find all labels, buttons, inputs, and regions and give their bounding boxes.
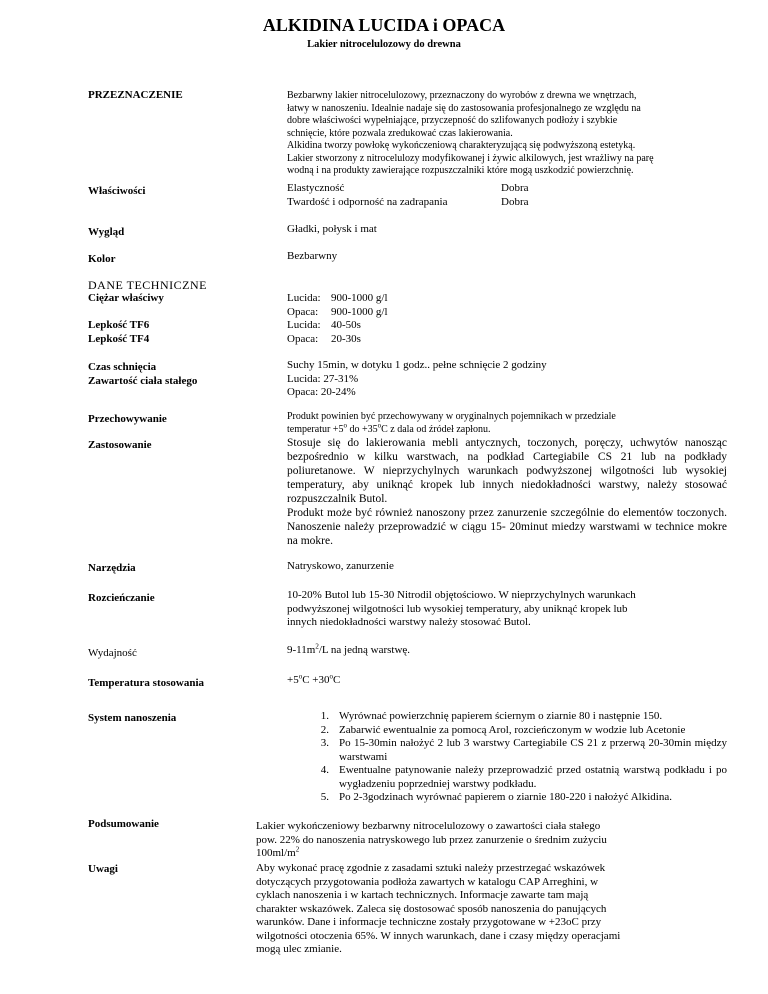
property-name: Twardość i odporność na zadrapania (287, 195, 448, 208)
property-row (287, 196, 727, 210)
text-line: dotyczących przygotowania podłoża zawartych w katalogu CAP Arreghini, w (256, 875, 599, 888)
value-czas (287, 359, 727, 400)
value-narzedzia: Natryskowo, zanurzenie (287, 560, 394, 572)
spec-value: 900-1000 g/l (331, 305, 388, 318)
spec-key: Lucida: (287, 292, 321, 304)
text-fragment: +5 (287, 674, 299, 686)
text-line: Produkt powinien być przechowywany w oryginalnych pojemnikach w przedziale (287, 411, 616, 422)
label-ciezar: Ciężar właściwy (88, 292, 164, 304)
text-line: pow. 22% do nanoszenia natryskowego lub przez zanurzenie o średnim zużyciu (256, 833, 607, 846)
spec-key: Opaca: (287, 332, 319, 345)
degree-sign: o (298, 672, 303, 681)
value-uwagi (256, 862, 728, 957)
degree-sign: o (377, 421, 382, 430)
text-line: dobre właściwości wypełniające, przyczepność do szlifowanych podłoży i szybkie (287, 115, 618, 126)
text-fragment: C +30 (302, 674, 330, 686)
spec-key: Lucida: (287, 319, 321, 331)
text-line: cyklach nanoszenia i w kartach technicznych. Informacje zawarte tam mają (256, 889, 589, 901)
list-item (287, 710, 727, 724)
superscript: 2 (315, 642, 319, 651)
step-text: Ewentualne patynowanie należy przeprowadzić przed ostatnią warstwą podkładu i po wygładzeniu poprzedniej warstwy podkładu. (339, 764, 727, 790)
document-title: ALKIDINA LUCIDA i OPACA (262, 15, 506, 35)
text-line: łatwy w nanoszeniu. Idealnie nadaje się do zastosowania profesjonalnego ze względu na (287, 102, 641, 114)
text-line: Aby wykonać pracę zgodnie z zasadami sztuki należy przestrzegać wskazówek (256, 862, 606, 874)
label-zastosowanie: Zastosowanie (88, 439, 152, 451)
text-line: Suchy 15min, w dotyku 1 godz.. pełne schnięcie 2 godziny (287, 359, 547, 371)
label-uwagi: Uwagi (88, 863, 118, 875)
list-item (287, 737, 727, 764)
list-item (287, 764, 727, 791)
superscript: 2 (295, 845, 300, 854)
value-rozcienczanie (287, 589, 727, 630)
label-wlasciwosci: Właściwości (88, 185, 146, 197)
label-czas-schniecia: Czas schnięcia (88, 361, 157, 373)
value-wydajnosc (287, 644, 727, 658)
spec-key: Opaca: (287, 305, 319, 318)
text-line: wodną i na produkty zawierające rozpuszczalniki które mogą uszkodzić powierzchnię. (287, 165, 634, 176)
text-fragment: C z dala od źródeł zapłonu. (381, 423, 491, 435)
property-row (287, 182, 727, 196)
label-zawartosc: Zawartość ciała stałego (88, 375, 198, 387)
value-temperatura (287, 674, 727, 688)
value-przechowywanie (287, 411, 727, 436)
text-fragment: do +35 (346, 423, 378, 435)
step-number: 3. (320, 737, 329, 749)
text-line: wilgotności otoczenia 65%. W innych warunkach, dane i czasy między operacjami (256, 929, 621, 942)
label-przeznaczenie: PRZEZNACZENIE (88, 89, 183, 101)
step-number: 5. (320, 791, 329, 803)
label-lepkosc-tf4: Lepkość TF4 (88, 333, 150, 345)
step-text: Po 15-30min nałożyć 2 lub 3 warstwy Cartegiabile CS 21 z przerwą 20-30min między warstwami (339, 737, 727, 763)
text-line: schnięcie, które pozwala zredukować czas lakierowania. (287, 127, 513, 139)
text-line (287, 421, 727, 437)
document-subtitle: Lakier nitrocelulozowy do drewna (307, 39, 461, 50)
label-temperatura: Temperatura stosowania (88, 677, 205, 689)
text-line: Lakier wykończeniowy bezbarwny nitrocelulozowy o zawartości ciała stałego (256, 820, 601, 832)
text-line: Bezbarwny lakier nitrocelulozowy, przeznaczony do wyrobów z drewna we wnętrzach, (287, 90, 637, 101)
spec-row (287, 333, 727, 347)
value-wyglad: Gładki, połysk i mat (287, 223, 377, 235)
spec-row (287, 292, 727, 306)
text-line: Opaca: 20-24% (287, 386, 356, 398)
value-przeznaczenie (287, 90, 727, 178)
label-wydajnosc: Wydajność (88, 647, 137, 659)
text-line: Alkidina tworzy powłokę wykończeniową charakteryzującą się podwyższoną estetyką. (287, 140, 636, 151)
text-fragment: temperatur +5 (287, 423, 344, 435)
spec-value: 20-30s (331, 332, 361, 345)
step-number: 2. (320, 723, 329, 736)
paragraph: Produkt może być również nanoszony przez zanurzenie szczególnie do elementów toczonych. Nanoszenie należy przeprowadzić w ciągu 15- 20minut miedzy warstwami w technice mokre na mokre. (287, 507, 727, 547)
step-text: Wyrównać powierzchnię papierem ściernym o ziarnie 80 i następnie 150. (339, 710, 663, 722)
label-wyglad: Wygląd (88, 226, 125, 238)
step-number: 1. (320, 710, 329, 722)
text-fragment: /L na jedną warstwę. (318, 644, 411, 656)
value-zastosowanie (287, 436, 727, 548)
degree-sign: o (343, 421, 347, 430)
text-line: 10-20% Butol lub 15-30 Nitrodil objętościowo. W nieprzychylnych warunkach (287, 589, 636, 601)
label-narzedzia: Narzędzia (88, 562, 136, 574)
spec-value: 900-1000 g/l (331, 292, 388, 304)
degree-sign: o (329, 672, 334, 681)
text-fragment: 9-11m (287, 644, 316, 656)
property-name: Elastyczność (287, 182, 345, 194)
label-rozcienczanie: Rozcieńczanie (88, 592, 155, 604)
text-fragment: C (333, 674, 341, 686)
steps-list (287, 710, 727, 805)
list-item (287, 791, 727, 805)
property-value: Dobra (501, 195, 529, 208)
label-przechowywanie: Przechowywanie (88, 413, 167, 425)
text-line: Lakier stworzony z nitrocelulozy modyfikowanej i żywic alkilowych, jest wrażliwy na parę (287, 152, 654, 164)
value-specs (287, 292, 727, 346)
label-system-nanoszenia: System nanoszenia (88, 712, 177, 724)
text-line: warunków. Dane i informacje techniczne zostały przygotowane w +23oC przy (256, 916, 602, 928)
label-podsumowanie: Podsumowanie (88, 818, 159, 830)
list-item (287, 724, 727, 738)
property-value: Dobra (501, 182, 529, 194)
text-line: innych niedokładności warstwy należy stosować Butol. (287, 616, 531, 628)
text-line: mogą ulec zmianie. (256, 943, 342, 955)
step-text: Zabarwić ewentualnie za pomocą Arol, rozcieńczonym w wodzie lub Acetonie (339, 723, 686, 736)
value-system-nanoszenia (287, 710, 727, 805)
spec-value: 40-50s (331, 319, 361, 331)
text-fragment: 100ml/m (256, 847, 296, 859)
label-lepkosc-tf6: Lepkość TF6 (88, 319, 150, 331)
value-wlasciwosci (287, 182, 727, 209)
spec-row (287, 306, 727, 320)
value-podsumowanie (256, 820, 728, 861)
value-kolor: Bezbarwny (287, 250, 338, 262)
section-heading-dane-techniczne: DANE TECHNICZNE (88, 278, 207, 292)
text-line: podwyższonej wilgotności lub wysokiej temperatury, aby uniknąć kropek lub (287, 602, 628, 615)
text-line: Lucida: 27-31% (287, 372, 359, 385)
step-number: 4. (320, 764, 329, 776)
label-kolor: Kolor (88, 253, 116, 265)
text-line (256, 847, 728, 861)
paragraph: Stosuje się do lakierowania mebli antycznych, toczonych, poręczy, uchwytów nanosząc bezpośrednio w kilku warstwach, na podkład Cartegiabile CS 21 lub na podkłady poliuretanowe. W nieprzychylnych warunkach podwyższonej wilgotności lub wysokiej temperatury, aby uniknąć kropek lub innych niedokładności warstwy, należy stosować rozpuszczalnik Butol. (287, 437, 727, 505)
step-text: Po 2-3godzinach wyrównać papierem o ziarnie 180-220 i nałożyć Alkidina. (339, 791, 672, 803)
spec-row (287, 319, 727, 333)
text-line: charakter wskazówek. Zaleca się dostosować sposób nanoszenia do panujących (256, 902, 607, 915)
